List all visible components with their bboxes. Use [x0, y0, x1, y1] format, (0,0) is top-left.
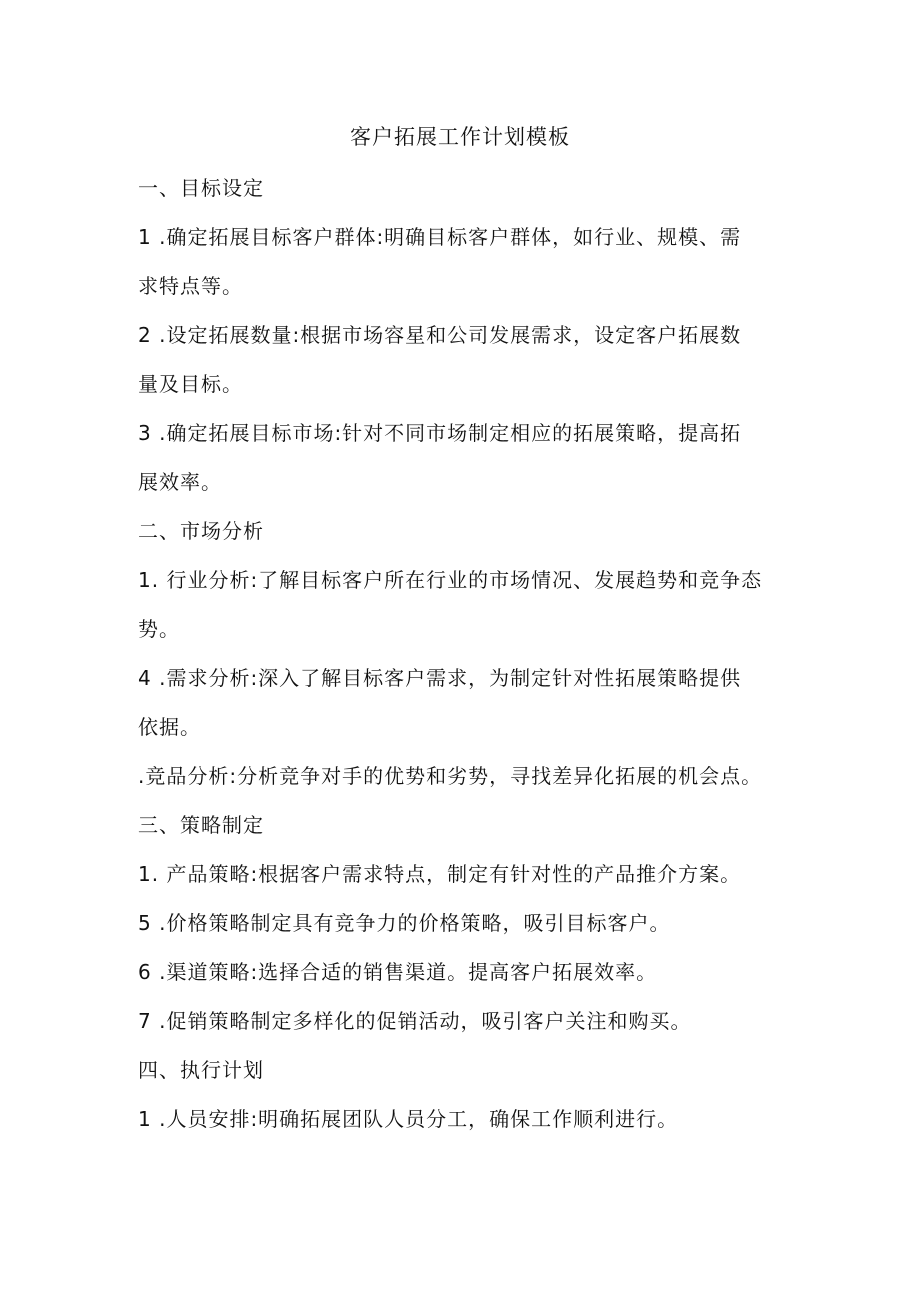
section-heading: 二、市场分析: [138, 519, 264, 543]
paragraph-line: 依据。: [138, 715, 201, 739]
paragraph-line: 2 .设定拓展数量:根据市场容星和公司发展需求，设定客户拓展数: [138, 323, 742, 347]
paragraph-line: 5 .价格策略制定具有竞争力的价格策略，吸引目标客户。: [138, 911, 671, 935]
paragraph-line: 1. 产品策略:根据客户需求特点，制定有针对性的产品推介方案。: [138, 862, 742, 886]
paragraph-line: 1. 行业分析:了解目标客户所在行业的市场情况、发展趋势和竞争态: [138, 568, 763, 592]
paragraph-line: 量及目标。: [138, 372, 243, 396]
paragraph-line: 7 .促销策略制定多样化的促销活动，吸引客户关注和购买。: [138, 1009, 692, 1033]
document-title: 客户拓展工作计划模板: [350, 125, 570, 149]
paragraph-line: 势。: [138, 617, 180, 641]
paragraph-line: 4 .需求分析:深入了解目标客户需求，为制定针对性拓展策略提供: [138, 666, 742, 690]
paragraph-line: 3 .确定拓展目标市场:针对不同市场制定相应的拓展策略，提高拓: [138, 421, 742, 445]
paragraph-line: 求特点等。: [138, 274, 243, 298]
document-body: [138, 164, 788, 1144]
section-heading: 四、执行计划: [138, 1058, 264, 1082]
section-heading: 一、目标设定: [138, 176, 264, 200]
paragraph-line: .竞品分析:分析竞争对手的优势和劣势，寻找差异化拓展的机会点。: [138, 764, 763, 788]
paragraph-line: 1 .人员安排:明确拓展团队人员分工，确保工作顺利进行。: [138, 1107, 679, 1131]
paragraph-line: 1 .确定拓展目标客户群体:明确目标客户群体，如行业、规模、需: [138, 225, 742, 249]
section-heading: 三、策略制定: [138, 813, 264, 837]
paragraph-line: 6 .渠道策略:选择合适的销售渠道。提高客户拓展效率。: [138, 960, 658, 984]
paragraph-line: 展效率。: [138, 470, 222, 494]
